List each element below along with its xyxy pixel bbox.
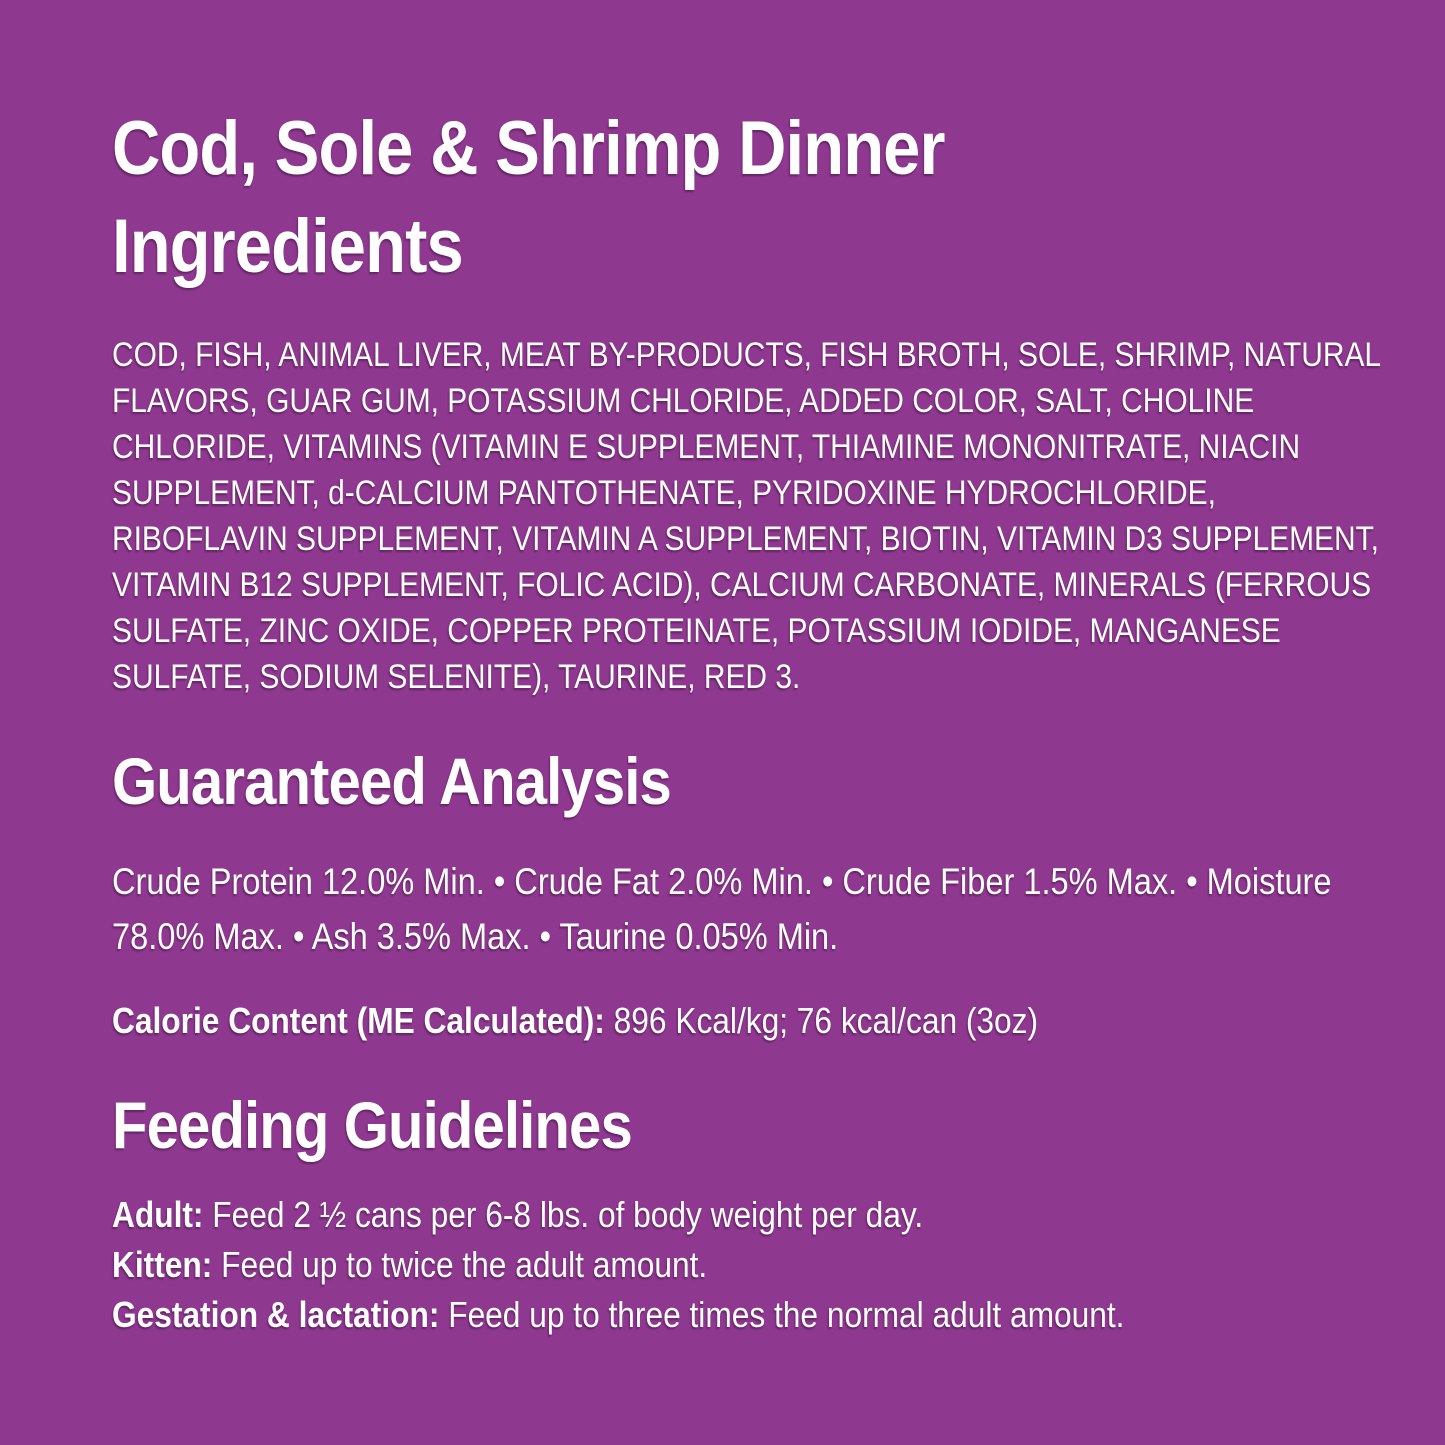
feeding-row-adult-label: Adult: [112,1194,204,1235]
feeding-guidelines-heading: Feeding Guidelines [112,1088,632,1162]
feeding-row-gestation-label: Gestation & lactation: [112,1294,440,1335]
guaranteed-analysis-values: Crude Protein 12.0% Min. • Crude Fat 2.0% Min. • Crude Fiber 1.5% Max. • Moisture 78.0% Max. • Ash 3.5% Max. • Taurine 0.05% Min. [112,861,1332,957]
calorie-content-value: 896 Kcal/kg; 76 kcal/can (3oz) [613,1000,1039,1041]
feeding-row-gestation [112,1290,1380,1340]
calorie-content-label: Calorie Content (ME Calculated): [112,1000,605,1041]
feeding-row-adult [112,1190,1380,1240]
feeding-row-kitten [112,1240,1380,1290]
feeding-guidelines-rows [112,1190,1380,1340]
calorie-content-line [112,998,1380,1044]
feeding-row-kitten-text: Feed up to twice the adult amount. [221,1244,708,1285]
guaranteed-analysis-heading: Guaranteed Analysis [112,744,671,818]
title-product-name: Cod, Sole & Shrimp Dinner [112,106,945,191]
ingredients-list-text: COD, FISH, ANIMAL LIVER, MEAT BY-PRODUCTS, FISH BROTH, SOLE, SHRIMP, NATURAL FLAVORS, GUAR GUM, POTASSIUM CHLORIDE, ADDED COLOR, SALT, CHOLINE CHLORIDE, VITAMINS (VITAMIN E SUPPLEMENT, THIAMINE MONONITRATE, NIACIN SUPPLEMENT, d-CALCIUM PANTOTHENATE, PYRIDOXINE HYDROCHLORIDE, RIBOFLAVIN SUPPLEMENT, VITAMIN A SUPPLEMENT, BIOTIN, VITAMIN D3 SUPPLEMENT, VITAMIN B12 SUPPLEMENT, FOLIC ACID), CALCIUM CARBONATE, MINERALS (FERROUS SULFATE, ZINC OXIDE, COPPER PROTEINATE, POTASSIUM IODIDE, MANGANESE SULFATE, SODIUM SELENITE), TAURINE, RED 3. [112,336,1380,696]
title-ingredients-word: Ingredients [112,204,463,289]
feeding-row-gestation-text: Feed up to three times the normal adult amount. [448,1294,1125,1335]
label-content [112,100,1380,1340]
page-title [112,100,1380,296]
feeding-row-kitten-label: Kitten: [112,1244,213,1285]
feeding-row-adult-text: Feed 2 ½ cans per 6-8 lbs. of body weight per day. [212,1194,924,1235]
